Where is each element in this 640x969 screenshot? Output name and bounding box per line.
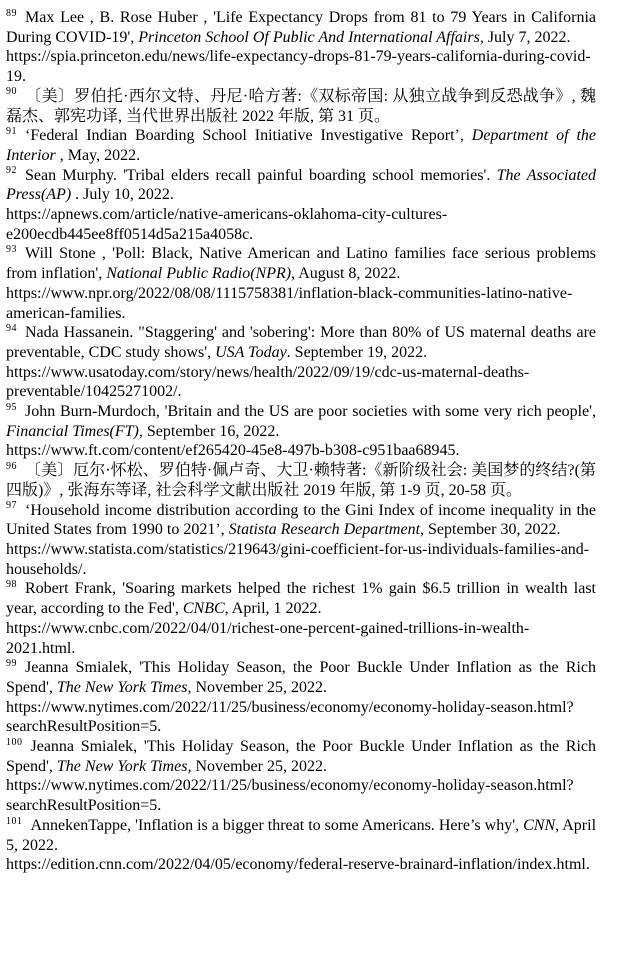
footnote-text: 〔美〕罗伯托·西尔文特、丹尼·哈方著:《双标帝国: 从独立战争到反恐战争》, 魏磊杰、郭宪功译, 当代世界出版社 2022 年版, 第 31 页。 — [6, 87, 596, 125]
footnote-item — [6, 323, 596, 402]
footnote-number: 92 — [6, 165, 17, 177]
footnote-url: https://edition.cnn.com/2022/04/05/economy/federal-reserve-brainard-inflation/index.html. — [6, 856, 590, 874]
footnote-publication: Financial Times(FT) — [6, 422, 139, 440]
footnote-number: 100 — [6, 736, 23, 748]
footnote-text: , August 8, 2022. — [291, 265, 401, 283]
footnote-number: 99 — [6, 657, 17, 669]
footnote-item — [6, 8, 596, 87]
footnote-text: , September 16, 2022. — [138, 422, 280, 440]
footnote-publication: The New York Times, — [56, 757, 192, 775]
footnote-text: November 25, 2022. — [191, 757, 327, 775]
footnote-item — [6, 658, 596, 737]
footnote-publication: Statista Research Department — [228, 521, 421, 539]
footnote-number: 93 — [6, 244, 17, 256]
footnote-url: https://www.nytimes.com/2022/11/25/business/economy/economy-holiday-season.html?searchResultPosition=5. — [6, 777, 574, 815]
footnote-item — [6, 402, 596, 461]
footnote-url: https://apnews.com/article/native-americans-oklahoma-city-cultures-e200ecdb445ee8ff0514d5a215a4058c. — [6, 206, 448, 243]
footnote-text: Will Stone , 'Poll: Black, Native American and Latino families face serious problems from inflation', — [6, 245, 596, 283]
footnote-publication: Princeton School Of Public And International Affairs — [138, 28, 480, 46]
footnote-number: 90 — [6, 86, 17, 98]
footnote-text: Nada Hassanein. "Staggering' and 'sobering': More than 80% of US maternal deaths are preventable, CDC study shows', — [6, 324, 596, 361]
footnote-item — [6, 244, 596, 323]
footnote-text: Jeanna Smialek, 'This Holiday Season, the Poor Buckle Under Inflation as the Rich Spend', — [6, 659, 596, 696]
footnote-item — [6, 126, 596, 165]
footnote-text: John Burn-Murdoch, 'Britain and the US are poor societies with some very rich people', — [25, 403, 596, 421]
footnote-publication: CNBC — [182, 600, 225, 618]
footnote-text: . July 10, 2022. — [71, 186, 174, 204]
footnote-text: , September 30, 2022. — [420, 521, 561, 539]
footnote-publication: Department of the Interior — [6, 127, 596, 164]
footnote-item — [6, 166, 596, 245]
footnote-publication: The Associated Press(AP) — [6, 166, 597, 204]
footnote-item — [6, 87, 596, 126]
footnote-publication: CNN, — [523, 816, 560, 834]
footnote-text: , July 7, 2022. — [479, 28, 571, 46]
footnote-item — [6, 501, 596, 580]
footnote-url: https://www.cnbc.com/2022/04/01/richest-one-percent-gained-trillions-in-wealth-2021.html. — [6, 619, 530, 657]
footnote-item — [6, 816, 596, 875]
footnote-text: ‘Household income distribution according to the Gini Index of income inequality in the United States from 1990 to 2021’, — [6, 501, 596, 539]
footnote-item — [6, 579, 596, 658]
footnote-text: AnnekenTappe, 'Inflation is a bigger threat to some Americans. Here’s why', — [30, 816, 524, 834]
footnote-item — [6, 461, 596, 500]
footnote-url: https://www.npr.org/2022/08/08/1115758381/inflation-black-communities-latino-native-american-families. — [6, 284, 573, 322]
footnote-text: , April, 1 2022. — [224, 600, 322, 618]
footnote-number: 97 — [6, 500, 17, 512]
footnote-url: https://www.nytimes.com/2022/11/25/business/economy/economy-holiday-season.html?searchResultPosition=5. — [6, 698, 574, 736]
footnote-text: , May, 2022. — [55, 146, 141, 164]
footnote-text: Max Lee , B. Rose Huber , 'Life Expectancy Drops from 81 to 79 Years in California During COVID-19', — [6, 9, 596, 46]
footnote-text: , November 25, 2022. — [187, 678, 327, 696]
footnote-text: Jeanna Smialek, 'This Holiday Season, the Poor Buckle Under Inflation as the Rich Spend', — [6, 738, 596, 775]
footnote-text: 〔美〕厄尔·怀松、罗伯特·佩卢奇、大卫·赖特著:《新阶级社会: 美国梦的终结?(第四版)》, 张海东等译, 社会科学文献出版社 2019 年版, 第 1-9 页, 20-58 页。 — [6, 462, 596, 499]
footnote-publication: USA Today — [215, 343, 287, 361]
footnote-number: 96 — [6, 460, 17, 472]
footnote-url: https://www.statista.com/statistics/219643/gini-coefficient-for-us-individuals-families-and-households/. — [6, 540, 590, 578]
footnote-text: ‘Federal Indian Boarding School Initiative Investigative Report’, — [25, 127, 472, 145]
footnote-url: https://spia.princeton.edu/news/life-expectancy-drops-81-79-years-california-during-covid-19. — [6, 48, 591, 86]
footnote-publication: The New York Times — [56, 678, 188, 696]
footnote-number: 89 — [6, 7, 17, 19]
footnote-number: 101 — [6, 815, 23, 827]
footnotes — [6, 8, 596, 875]
footnote-publication: National Public Radio(NPR) — [106, 265, 292, 283]
footnote-number: 91 — [6, 125, 17, 137]
footnote-url: https://www.ft.com/content/ef265420-45e8-497b-b308-c951baa68945. — [6, 442, 460, 460]
footnote-url: https://www.usatoday.com/story/news/health/2022/09/19/cdc-us-maternal-deaths-preventable/10425271002/. — [6, 363, 530, 401]
footnote-text: Robert Frank, 'Soaring markets helped the richest 1% gain $6.5 trillion in wealth last year, according to the Fed', — [6, 580, 596, 618]
footnote-number: 98 — [6, 579, 17, 591]
footnote-number: 94 — [6, 322, 17, 334]
footnote-item — [6, 737, 596, 816]
footnote-number: 95 — [6, 401, 17, 413]
footnote-text: Sean Murphy. 'Tribal elders recall painful boarding school memories'. — [25, 166, 497, 184]
footnote-text: April 5, 2022. — [6, 816, 597, 854]
footnote-text: . September 19, 2022. — [286, 343, 428, 361]
